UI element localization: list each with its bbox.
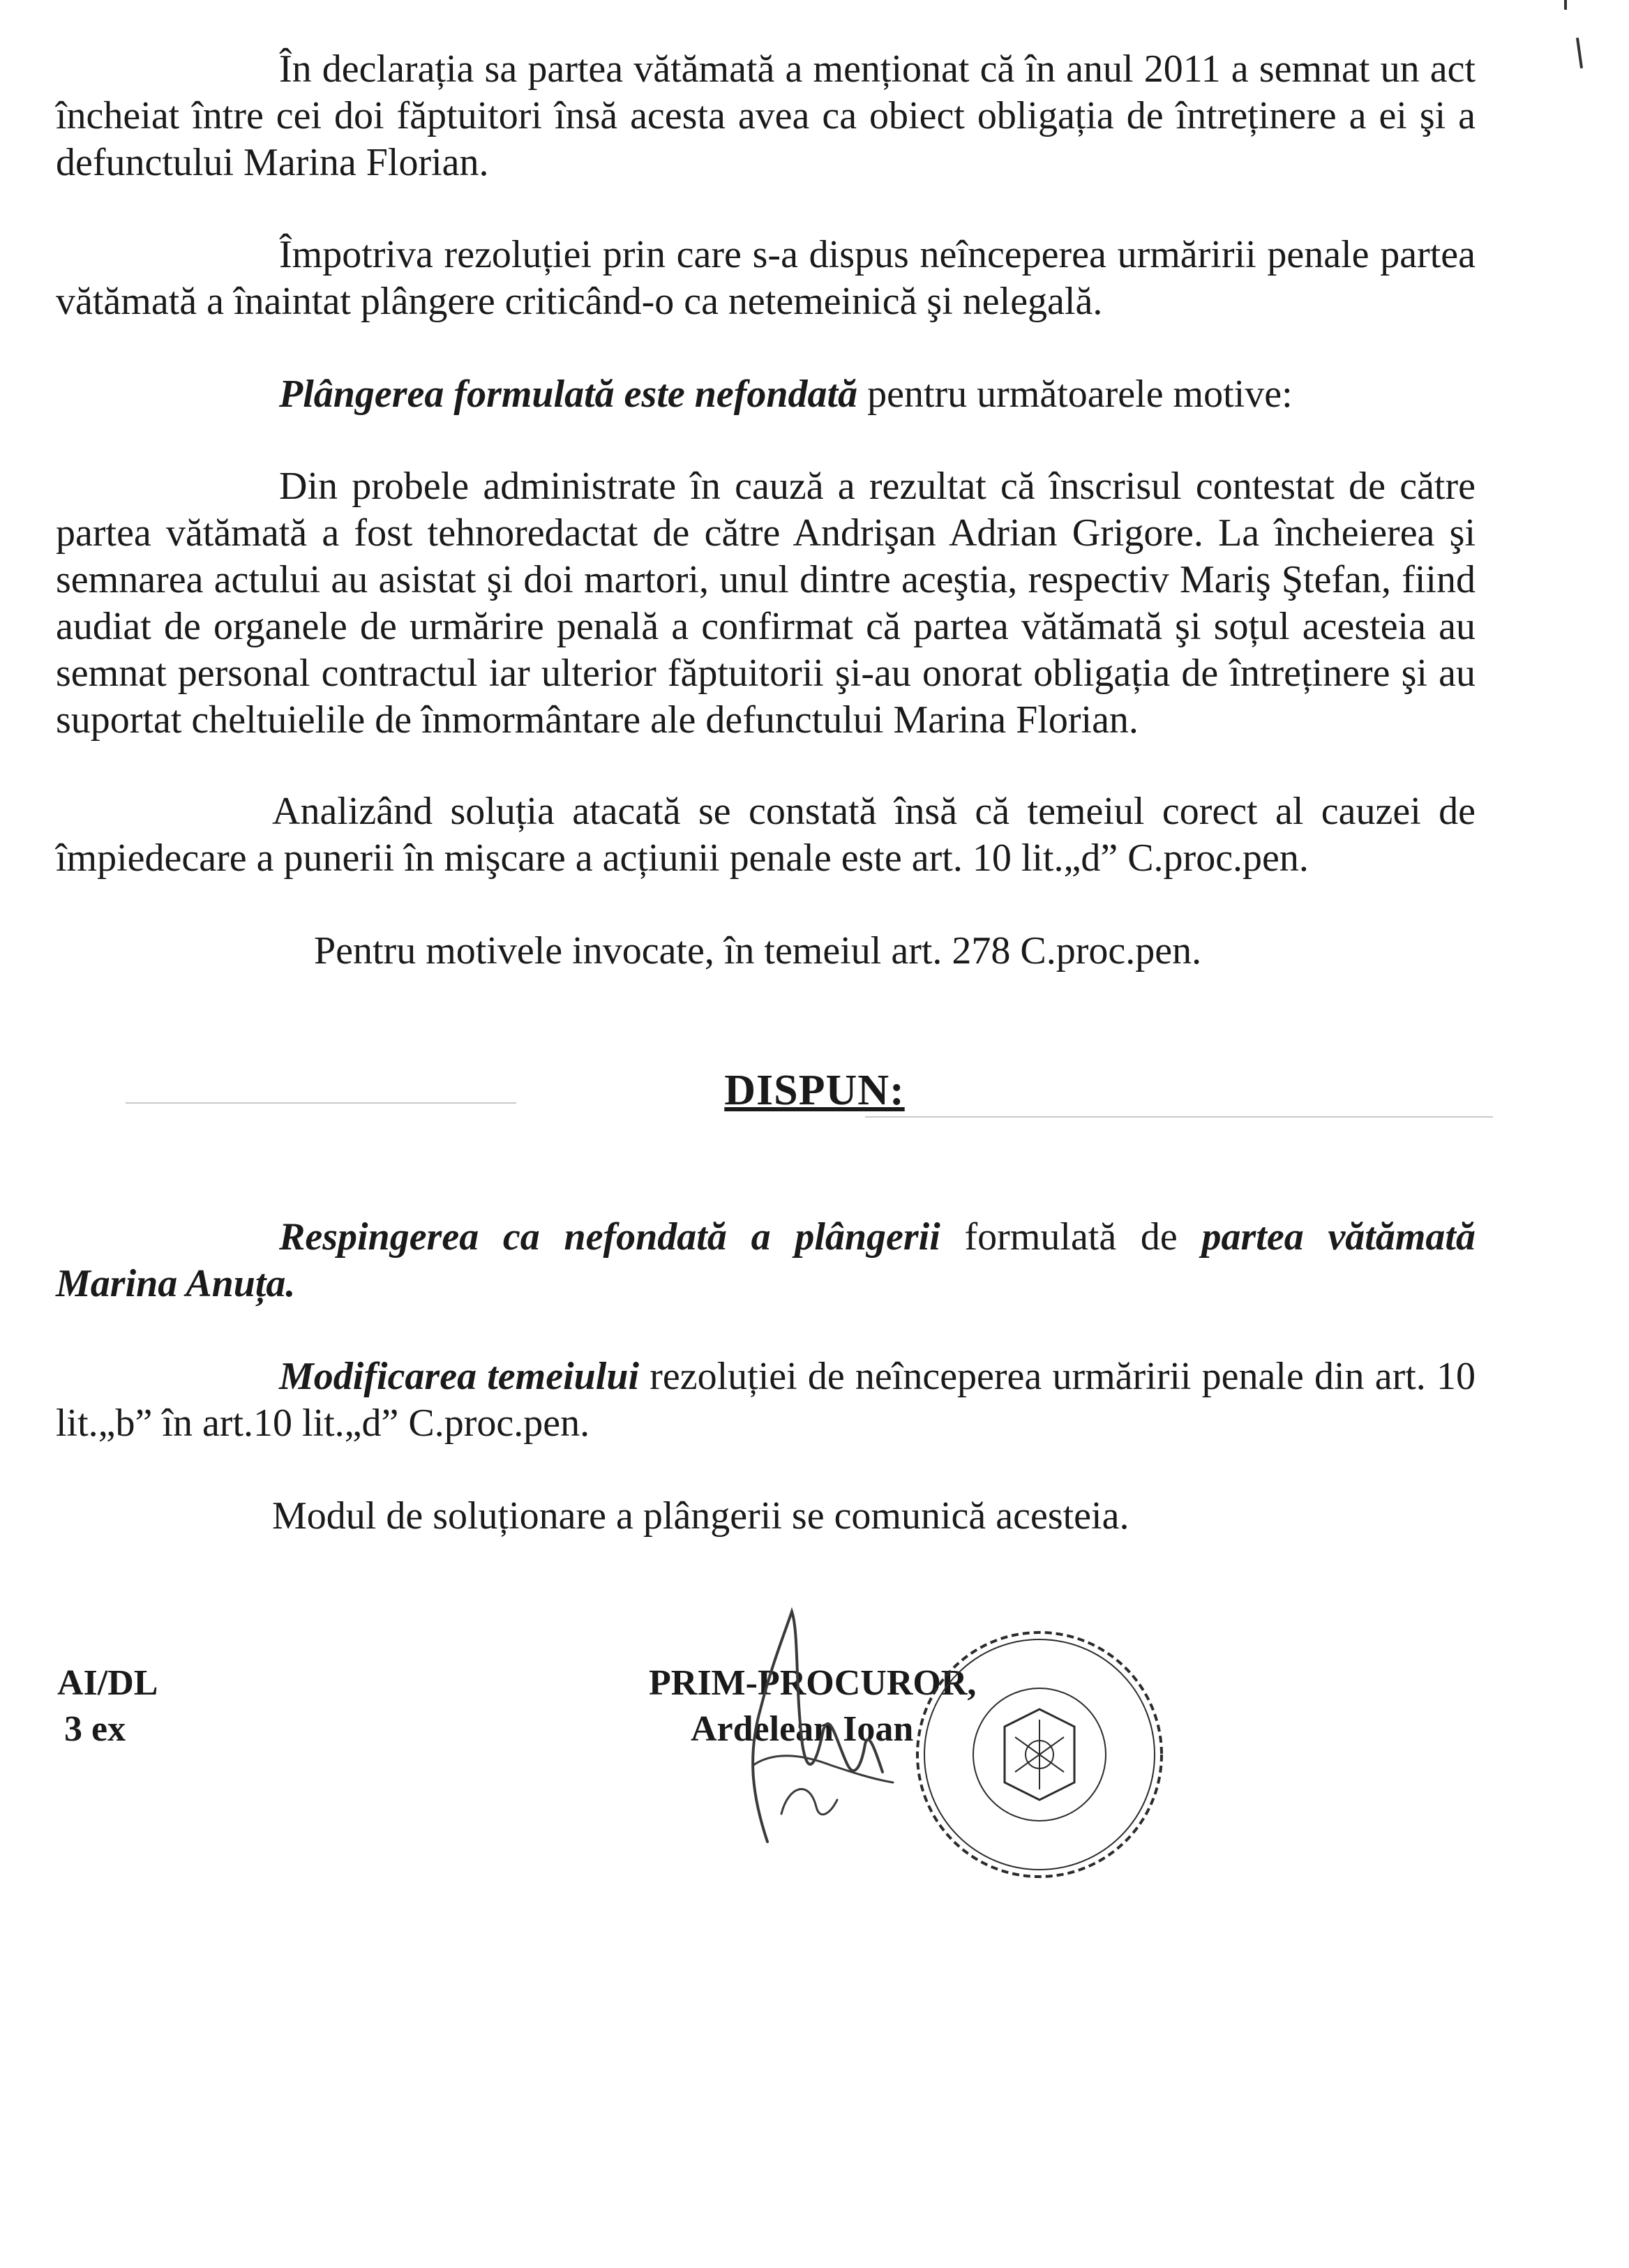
disposition-emphasis: Respingerea ca nefondată a plângerii — [279, 1215, 940, 1259]
official-stamp — [907, 1622, 1172, 1887]
grounds-text: pentru următoarele motive: — [857, 373, 1293, 416]
disposition-rejection — [56, 1214, 1476, 1307]
initials: AI/DL — [57, 1663, 158, 1703]
disposition-modification — [56, 1353, 1476, 1447]
scan-artifact-line — [865, 1116, 1493, 1118]
disposition-text: formulată de — [940, 1215, 1202, 1259]
paragraph-complaint — [56, 232, 1476, 325]
disposition-text: rezoluției de neînceperea urmăririi penale din art. 10 lit.„b” în art.10 lit.„d” C.proc.pen. — [56, 1355, 1476, 1445]
registry-info — [57, 1660, 158, 1752]
disposition-communication — [56, 1493, 1476, 1540]
paragraph-evidence — [56, 463, 1476, 744]
paragraph-text: Modul de soluționare a plângerii se comunică acesteia. — [272, 1494, 1129, 1538]
signer-name: Ardelean Ioan — [691, 1709, 914, 1749]
disposition-party: partea vătămată Marina Anuța. — [56, 1215, 1476, 1305]
paragraph-text: Împotriva rezoluției prin care s-a dispus neînceperea urmăririi penale partea vătămată a înaintat plângere criticând-o ca netemeinică şi nelegală. — [56, 233, 1476, 323]
paragraph-text: În declarația sa partea vătămată a menționat că în anul 2011 a semnat un act încheiat între cei doi făptuitori însă acesta avea ca obiect obligația de întreținere a ei şi a defunctului Marina Florian. — [56, 47, 1476, 184]
section-heading-dispun: DISPUN: — [724, 1067, 905, 1114]
disposition-emphasis: Modificarea temeiului — [279, 1355, 640, 1398]
paragraph-text: Pentru motivele invocate, în temeiul art. 278 C.proc.pen. — [314, 929, 1202, 972]
signer-title: PRIM-PROCUROR, — [649, 1663, 977, 1703]
copies-count: 3 ex — [64, 1709, 126, 1749]
margin-mark — [1576, 38, 1583, 68]
margin-mark-top — [1564, 0, 1567, 10]
paragraph-text: Analizând soluția atacată se constată însă că temeiul corect al cauzei de împiedecare a punerii în mişcare a acțiunii penale este art. 10 lit.„d” C.proc.pen. — [56, 790, 1476, 880]
paragraph-text: Din probele administrate în cauză a rezultat că înscrisul contestat de către partea vătămată a fost tehnoredactat de către Andrişan Adrian Grigore. La încheierea şi semnarea actului au asistat şi doi martori, unul dintre aceştia, respectiv Mariş Ştefan, fiind audiat de organele de urmărire penală a confirmat că partea vătămată şi soțul acesteia au semnat personal contractul iar ulterior făptuitorii şi-au onorat obligația de întreținere şi au suportat cheltuielile de înmormântare ale defunctului Marina Florian. — [56, 465, 1476, 742]
grounds-emphasis: Plângerea formulată este nefondată — [279, 373, 858, 416]
paragraph-grounds — [56, 371, 1476, 418]
paragraph-declaration — [56, 46, 1476, 186]
handwritten-signature — [726, 1605, 907, 1856]
paragraph-motives — [56, 928, 1476, 975]
paragraph-analysis — [56, 788, 1476, 882]
